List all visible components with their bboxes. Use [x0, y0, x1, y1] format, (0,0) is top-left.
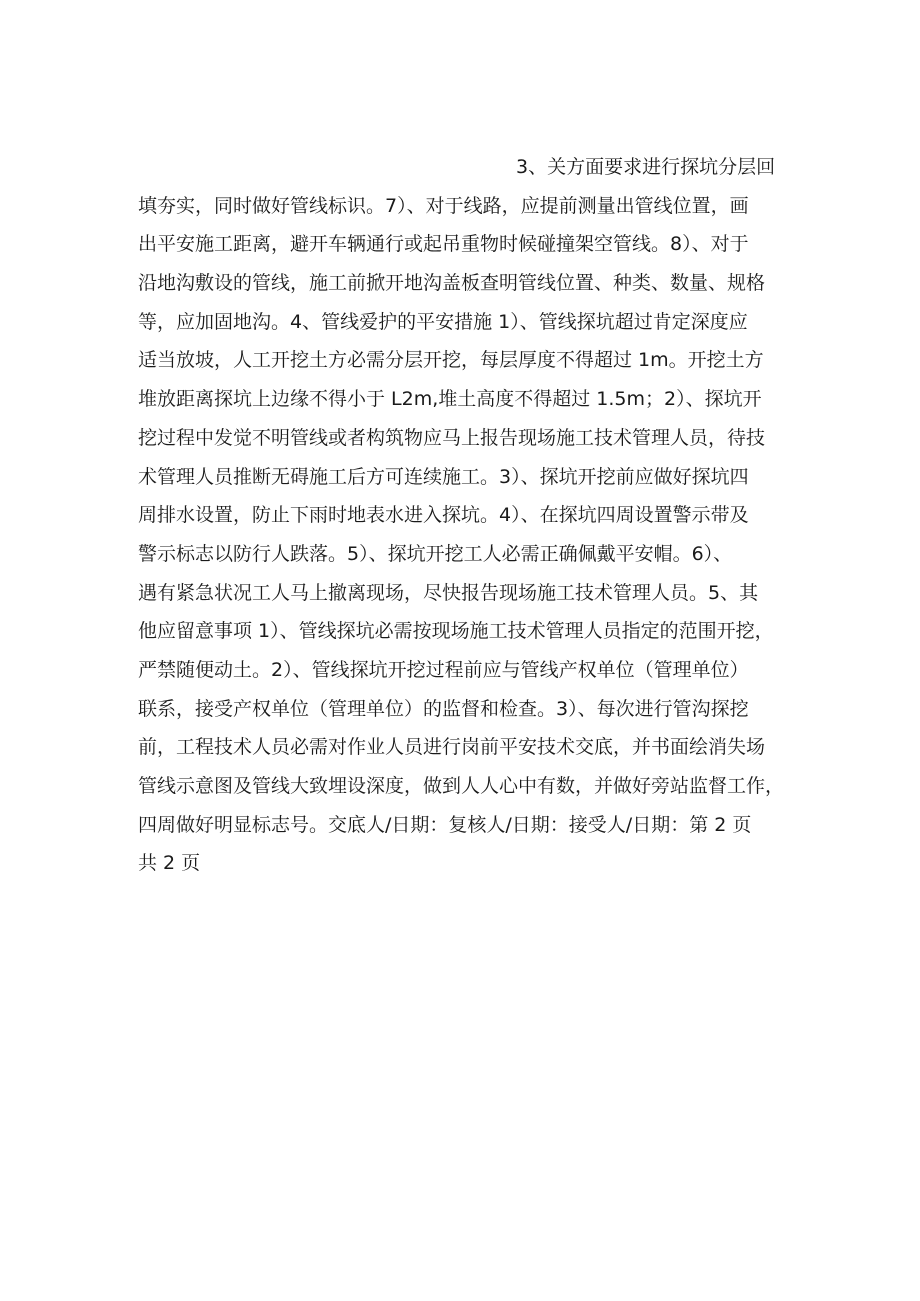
- text-line: 术管理人员推断无碍施工后方可连续施工。3）、探坑开挖前应做好探坑四: [138, 465, 749, 488]
- text-line: 他应留意事项 1）、管线探坑必需按现场施工技术管理人员指定的范围开挖，: [138, 620, 774, 643]
- text-line: 填夯实，同时做好管线标识。7）、对于线路，应提前测量出管线位置，画: [138, 194, 749, 217]
- text-line: 3、关方面要求进行探坑分层回: [516, 156, 776, 178]
- text-line: 挖过程中发觉不明管线或者构筑物应马上报告现场施工技术管理人员，待技: [138, 426, 766, 449]
- text-line: 周排水设置，防止下雨时地表水进入探坑。4）、在探坑四周设置警示带及: [138, 504, 749, 527]
- text-line: 警示标志以防行人跌落。5）、探坑开挖工人必需正确佩戴平安帽。6）、: [138, 542, 733, 565]
- text-line: 前，工程技术人员必需对作业人员进行岗前平安技术交底，并书面绘消失场: [138, 736, 766, 759]
- text-line: 适当放坡，人工开挖土方必需分层开挖，每层厚度不得超过 1m。开挖土方: [138, 349, 764, 372]
- body-text: [138, 148, 818, 883]
- text-line: 严禁随便动土。2）、管线探坑开挖过程前应与管线产权单位（管理单位）: [138, 658, 749, 681]
- text-line: 共 2 页: [138, 852, 201, 875]
- text-line: 沿地沟敷设的管线，施工前掀开地沟盖板查明管线位置、种类、数量、规格: [138, 272, 766, 295]
- text-line: 出平安施工距离，避开车辆通行或起吊重物时候碰撞架空管线。8）、对于: [138, 233, 749, 256]
- text-line: 堆放距离探坑上边缘不得小于 L2m,堆土高度不得超过 1.5m；2）、探坑开: [138, 388, 762, 411]
- text-line: 遇有紧急状况工人马上撤离现场，尽快报告现场施工技术管理人员。5、其: [138, 581, 759, 604]
- text-line: 联系，接受产权单位（管理单位）的监督和检查。3）、每次进行管沟探挖: [138, 697, 749, 720]
- text-line: 管线示意图及管线大致埋设深度，做到人人心中有数，并做好旁站监督工作，: [138, 775, 785, 797]
- text-line: 四周做好明显标志号。交底人/日期：复核人/日期：接受人/日期：第 2 页: [138, 813, 752, 836]
- text-line: 等，应加固地沟。4、管线爱护的平安措施 1）、管线探坑超过肯定深度应: [138, 310, 748, 333]
